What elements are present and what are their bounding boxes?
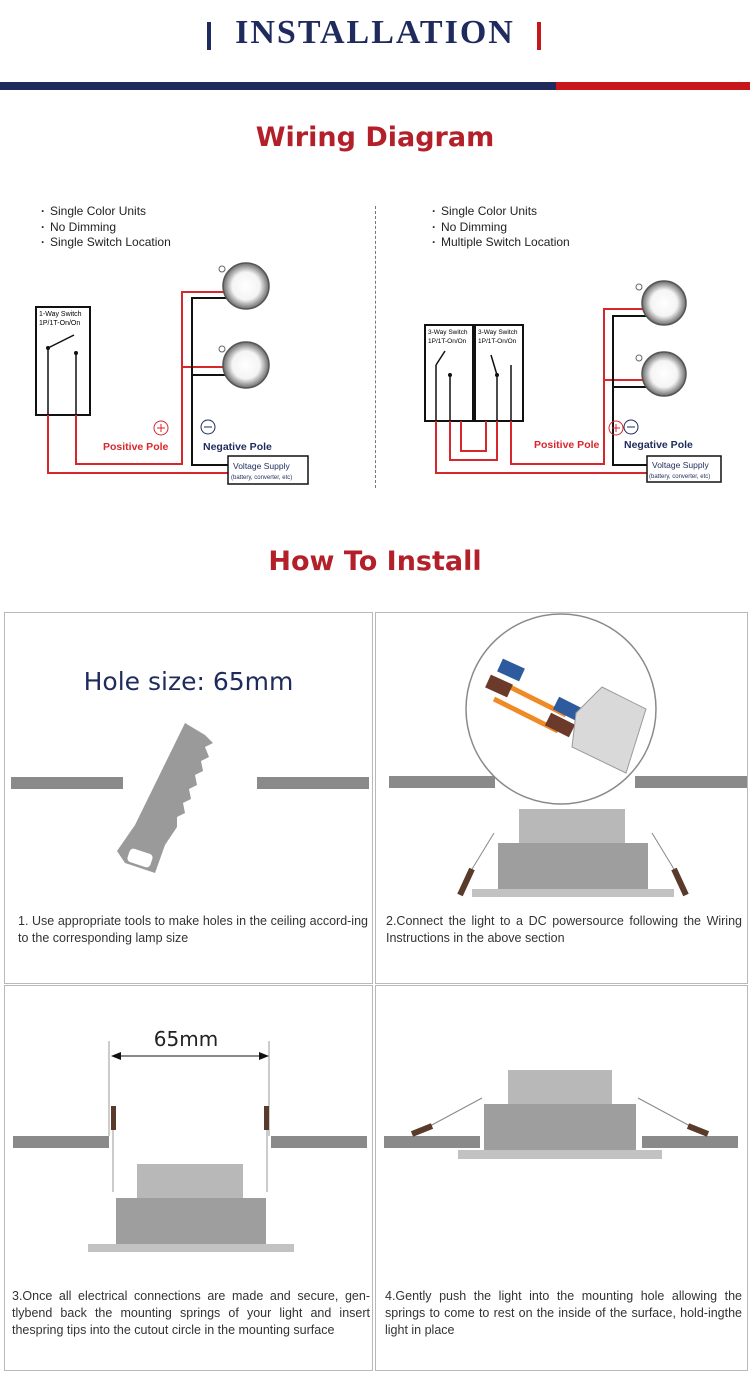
voltage-supply-sublabel: (battery, converter, etc) xyxy=(649,474,711,480)
header-stripe-navy xyxy=(0,82,556,90)
saw-illustration xyxy=(5,713,372,893)
right-feature-item: · Multiple Switch Location xyxy=(427,235,570,251)
dimension-label: 65mm xyxy=(153,1027,219,1051)
step-1-text: 1. Use appropriate tools to make holes in the ceiling accord-ing to the corresponding lamp size xyxy=(18,914,368,945)
single-switch-wiring-diagram xyxy=(0,255,375,495)
switch-label-2: 1P/1T-On/On xyxy=(428,338,467,345)
springs-illustration xyxy=(5,986,372,1266)
ceiling-right xyxy=(271,1136,367,1148)
ceiling-left xyxy=(384,1136,480,1148)
install-step-4-panel xyxy=(375,985,748,1371)
header-stripe-red xyxy=(556,82,750,90)
ceiling-right xyxy=(257,777,369,789)
install-step-1-panel xyxy=(4,612,373,984)
left-feature-item: · Single Color Units xyxy=(36,204,171,220)
right-feature-list xyxy=(427,204,570,251)
right-feature-item: · No Dimming xyxy=(427,220,570,236)
voltage-supply-label: Voltage Supply xyxy=(233,461,290,471)
wiring-diagram-title: Wiring Diagram xyxy=(255,122,495,153)
right-feature-item: · Single Color Units xyxy=(427,204,570,220)
left-feature-list xyxy=(36,204,171,251)
header-right-bar xyxy=(537,22,541,50)
step-4-text: 4.Gently push the light into the mounting hole allowing the springs to come to rest on the inside of the surface, hold-ingthe light in place xyxy=(385,1289,742,1337)
lamp-driver xyxy=(137,1164,243,1198)
multi-switch-wiring-diagram xyxy=(375,255,750,495)
voltage-supply-sublabel: (battery, converter, etc) xyxy=(231,475,293,481)
how-to-install-title: How To Install xyxy=(268,546,482,577)
page-title: INSTALLATION xyxy=(235,14,515,51)
voltage-supply-label: Voltage Supply xyxy=(652,460,709,470)
ceiling-right xyxy=(642,1136,738,1148)
positive-pole-label: Positive Pole xyxy=(534,439,600,451)
downlight-icon xyxy=(642,352,686,396)
lamp-trim xyxy=(458,1150,662,1159)
downlight-icon xyxy=(223,342,269,388)
switch-label-1: 1-Way Switch xyxy=(39,311,82,318)
mounted-light-illustration xyxy=(376,986,747,1266)
lamp-driver xyxy=(519,809,625,843)
install-step-3-panel xyxy=(4,985,373,1371)
left-feature-item: · No Dimming xyxy=(36,220,171,236)
positive-pole-label: Positive Pole xyxy=(103,441,169,453)
lamp-trim xyxy=(472,889,674,897)
lamp-body xyxy=(116,1198,266,1244)
lamp-trim xyxy=(88,1244,294,1252)
downlight-icon xyxy=(642,281,686,325)
hole-size-label: Hole size: 65mm xyxy=(83,667,294,696)
install-step-2-panel xyxy=(375,612,748,984)
negative-pole-label: Negative Pole xyxy=(624,439,693,451)
switch-label-1: 3-Way Switch xyxy=(428,329,468,336)
ceiling-right xyxy=(635,776,747,788)
lamp-body xyxy=(484,1104,636,1150)
switch-label-1: 3-Way Switch xyxy=(478,329,518,336)
ceiling-left xyxy=(13,1136,109,1148)
left-feature-item: · Single Switch Location xyxy=(36,235,171,251)
ceiling-left xyxy=(11,777,123,789)
switch-label-2: 1P/1T-On/On xyxy=(39,320,81,327)
lamp-driver xyxy=(508,1070,612,1104)
connect-illustration xyxy=(376,613,747,913)
step-2-text: 2.Connect the light to a DC powersource following the Wiring Instructions in the above section xyxy=(386,914,742,945)
switch-label-2: 1P/1T-On/On xyxy=(478,338,517,345)
negative-pole-label: Negative Pole xyxy=(203,441,272,453)
saw-icon xyxy=(117,723,213,873)
lamp-body xyxy=(498,843,648,889)
step-3-text: 3.Once all electrical connections are made and secure, gen-tlybend back the mounting springs of your light and insert thespring tips into the cutout circle in the mounting surface xyxy=(12,1289,370,1337)
downlight-icon xyxy=(223,263,269,309)
ceiling-left xyxy=(389,776,495,788)
